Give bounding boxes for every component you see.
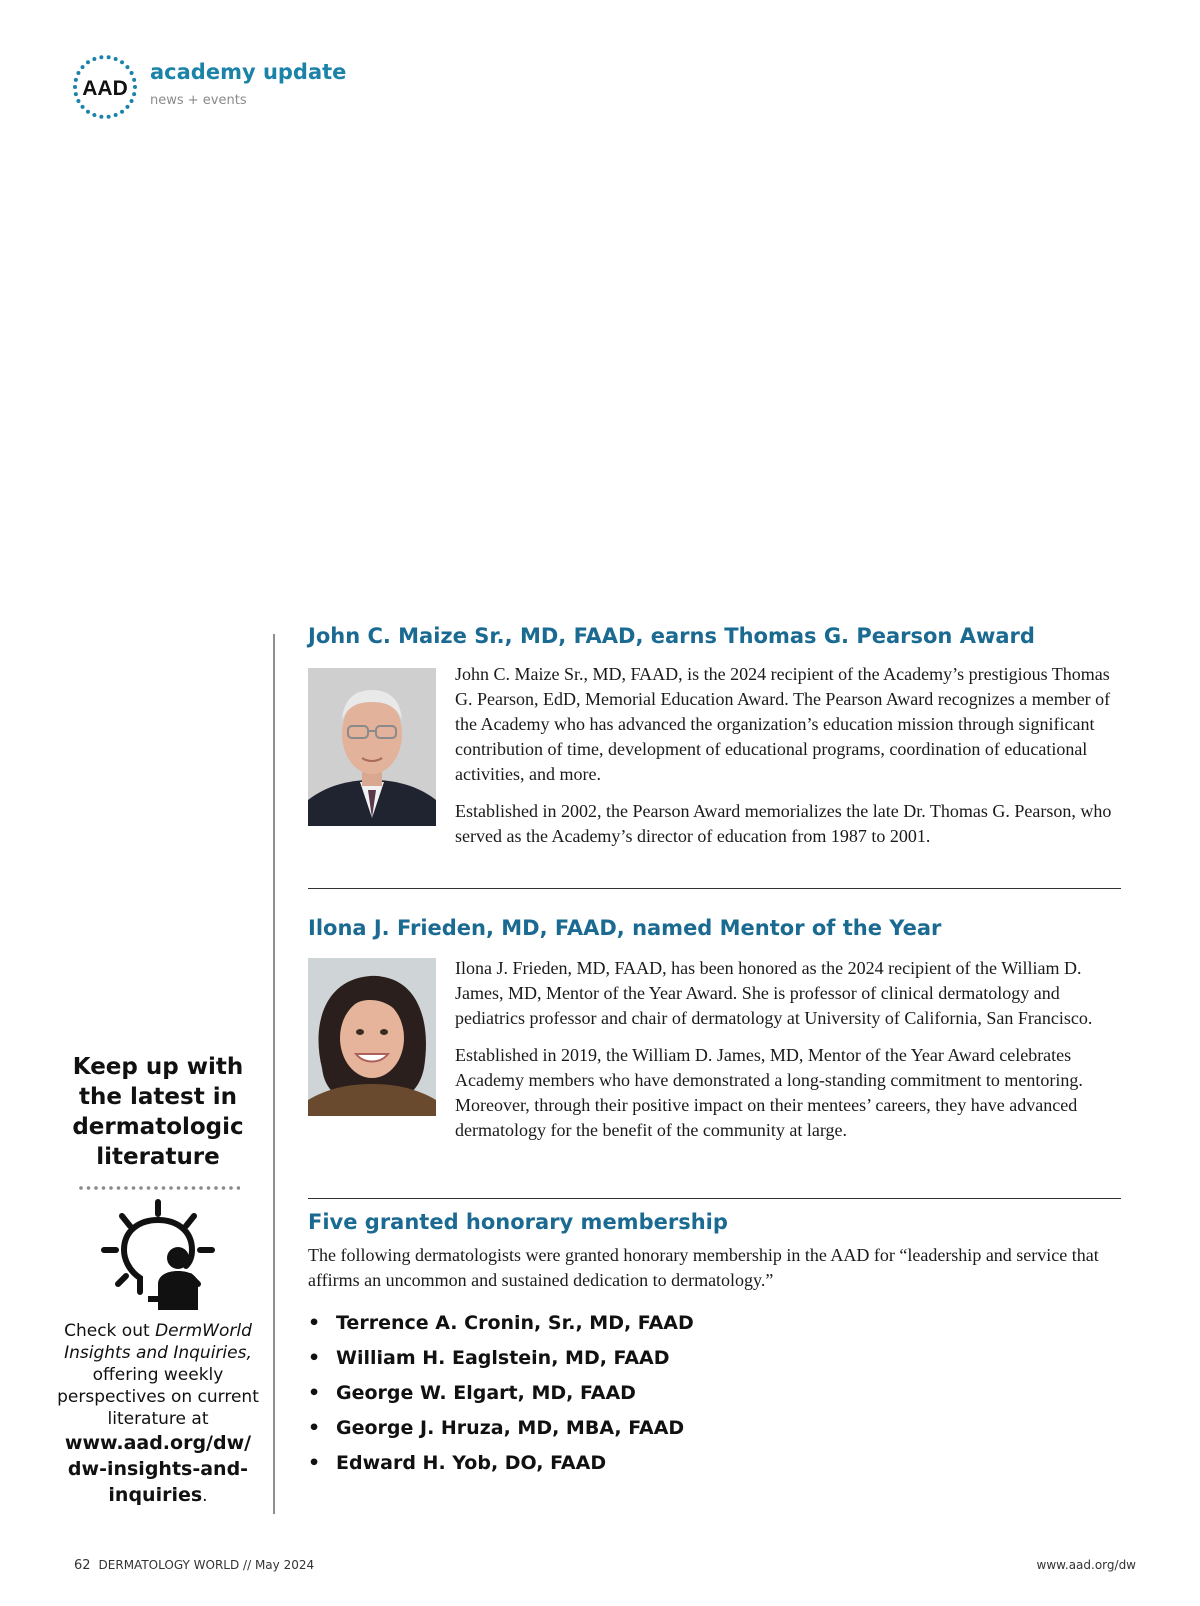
article-maize-paragraph: John C. Maize Sr., MD, FAAD, is the 2024 recipient of the Academy’s prestigious Thomas G. Pearson, EdD, Memorial Education Award. The Pearson Award recognizes a member of the Academy who has advanced the organization’s education mission through significant contribution of time, development of educational programs, coordination of educational activities, and more. bbox=[455, 664, 1111, 784]
article-honorary-intro: The following dermatologists were granted honorary membership in the AAD for “leadership and service that affirms an uncommon and sustained dedication to dermatology.” bbox=[308, 1245, 1099, 1290]
sidebar-link-period: . bbox=[202, 1486, 208, 1506]
logo-dot bbox=[132, 78, 136, 82]
logo-dot bbox=[120, 110, 124, 114]
logo-dot bbox=[114, 113, 118, 117]
section-title: academy update bbox=[150, 60, 347, 84]
footer-publication bbox=[74, 1558, 314, 1573]
logo-dot bbox=[76, 99, 80, 103]
separator-dot bbox=[109, 1186, 113, 1190]
member-name: Terrence A. Cronin, Sr., MD, FAAD bbox=[336, 1312, 694, 1334]
separator-dot bbox=[87, 1186, 91, 1190]
separator-dot bbox=[169, 1186, 173, 1190]
list-item bbox=[308, 1380, 694, 1415]
separator-dot bbox=[117, 1186, 121, 1190]
logo-dot bbox=[86, 110, 90, 114]
separator-dot bbox=[177, 1186, 181, 1190]
separator-dot bbox=[132, 1186, 136, 1190]
logo-dot bbox=[74, 78, 78, 82]
maize-portrait bbox=[308, 668, 436, 826]
logo-dot bbox=[132, 92, 136, 96]
lightbulb-person-icon bbox=[100, 1196, 216, 1312]
frieden-portrait bbox=[308, 958, 436, 1116]
sidebar-divider bbox=[273, 634, 275, 1514]
bullet-icon: • bbox=[308, 1312, 321, 1334]
logo-dot bbox=[107, 55, 111, 59]
member-name: Edward H. Yob, DO, FAAD bbox=[336, 1452, 607, 1474]
member-name: George J. Hruza, MD, MBA, FAAD bbox=[336, 1417, 685, 1439]
logo-dot bbox=[92, 57, 96, 61]
logo-dot bbox=[99, 55, 103, 59]
logo-dot bbox=[76, 71, 80, 75]
separator-dot bbox=[192, 1186, 196, 1190]
publication-name: DERMATOLOGY WORLD // May 2024 bbox=[98, 1558, 315, 1572]
sidebar-body-title: DermWorld Insights and Inquiries, bbox=[64, 1321, 252, 1363]
bullet-icon: • bbox=[308, 1382, 321, 1404]
separator-dot bbox=[139, 1186, 143, 1190]
section-subtitle: news + events bbox=[150, 93, 247, 108]
logo-dot bbox=[120, 60, 124, 64]
logo-dot bbox=[130, 99, 134, 103]
separator-dot bbox=[162, 1186, 166, 1190]
separator-dot bbox=[147, 1186, 151, 1190]
logo-dot bbox=[86, 60, 90, 64]
logo-dot bbox=[92, 113, 96, 117]
honorary-members-list bbox=[308, 1310, 694, 1485]
sidebar-heading: Keep up with the latest in dermatologic literature bbox=[72, 1054, 244, 1170]
logo-dot bbox=[125, 105, 129, 109]
sidebar-body bbox=[54, 1320, 262, 1508]
separator-dot bbox=[94, 1186, 98, 1190]
logo-dot bbox=[133, 85, 137, 89]
article-frieden-paragraph: Established in 2019, the William D. James, MD, Mentor of the Year Award celebrates Academy members who have demonstrated a long-standing commitment to mentoring. Moreover, through their positive impact on their mentees’ careers, they have advanced dermatology for the benefit of the community at large. bbox=[455, 1045, 1083, 1140]
article-maize-paragraph: Established in 2002, the Pearson Award memorializes the late Dr. Thomas G. Pearson, who served as the Academy’s director of education from 1987 to 2001. bbox=[455, 801, 1112, 846]
article-frieden-body bbox=[455, 956, 1121, 1155]
list-item bbox=[308, 1345, 694, 1380]
separator-dot bbox=[237, 1186, 240, 1190]
logo-dot bbox=[81, 65, 85, 69]
separator-dot bbox=[184, 1186, 188, 1190]
logo-dot bbox=[73, 85, 77, 89]
separator-dot bbox=[229, 1186, 233, 1190]
article-honorary-heading: Five granted honorary membership bbox=[308, 1210, 728, 1234]
dotted-separator bbox=[78, 1185, 240, 1191]
logo-dot bbox=[125, 65, 129, 69]
sidebar-body-post: offering weekly perspectives on current literature at bbox=[57, 1365, 259, 1429]
separator-dot bbox=[124, 1186, 128, 1190]
list-item bbox=[308, 1310, 694, 1345]
separator-dot bbox=[102, 1186, 106, 1190]
member-name: William H. Eaglstein, MD, FAAD bbox=[336, 1347, 670, 1369]
sidebar-body-pre: Check out bbox=[64, 1321, 156, 1341]
bullet-icon: • bbox=[308, 1417, 321, 1439]
logo-dot bbox=[81, 105, 85, 109]
article-maize-heading: John C. Maize Sr., MD, FAAD, earns Thomas G. Pearson Award bbox=[308, 624, 1035, 648]
separator-dot bbox=[154, 1186, 158, 1190]
member-name: George W. Elgart, MD, FAAD bbox=[336, 1382, 636, 1404]
section-divider bbox=[308, 1198, 1121, 1199]
section-divider bbox=[308, 888, 1121, 889]
list-item bbox=[308, 1450, 694, 1485]
separator-dot bbox=[207, 1186, 211, 1190]
logo-dot bbox=[107, 115, 111, 119]
page-number: 62 bbox=[74, 1558, 91, 1573]
separator-dot bbox=[214, 1186, 218, 1190]
article-frieden-paragraph: Ilona J. Frieden, MD, FAAD, has been honored as the 2024 recipient of the William D. James, MD, Mentor of the Year Award. She is professor of clinical dermatology and pediatrics professor and chair of dermatology at University of California, San Francisco. bbox=[455, 958, 1093, 1028]
logo-dot bbox=[74, 92, 78, 96]
list-item bbox=[308, 1415, 694, 1450]
logo-text: AAD bbox=[82, 77, 128, 100]
article-frieden-heading: Ilona J. Frieden, MD, FAAD, named Mentor of the Year bbox=[308, 916, 942, 940]
logo-dot bbox=[99, 115, 103, 119]
article-maize-body bbox=[455, 662, 1121, 861]
footer-url[interactable]: www.aad.org/dw bbox=[1036, 1558, 1136, 1572]
aad-logo bbox=[72, 54, 138, 120]
logo-dot bbox=[130, 71, 134, 75]
logo-dot bbox=[114, 57, 118, 61]
bullet-icon: • bbox=[308, 1347, 321, 1369]
separator-dot bbox=[199, 1186, 203, 1190]
sidebar-link[interactable]: www.aad.org/dw/ dw-insights-and-inquiries bbox=[64, 1432, 252, 1506]
separator-dot bbox=[222, 1186, 226, 1190]
bullet-icon: • bbox=[308, 1452, 321, 1474]
separator-dot bbox=[79, 1186, 83, 1190]
